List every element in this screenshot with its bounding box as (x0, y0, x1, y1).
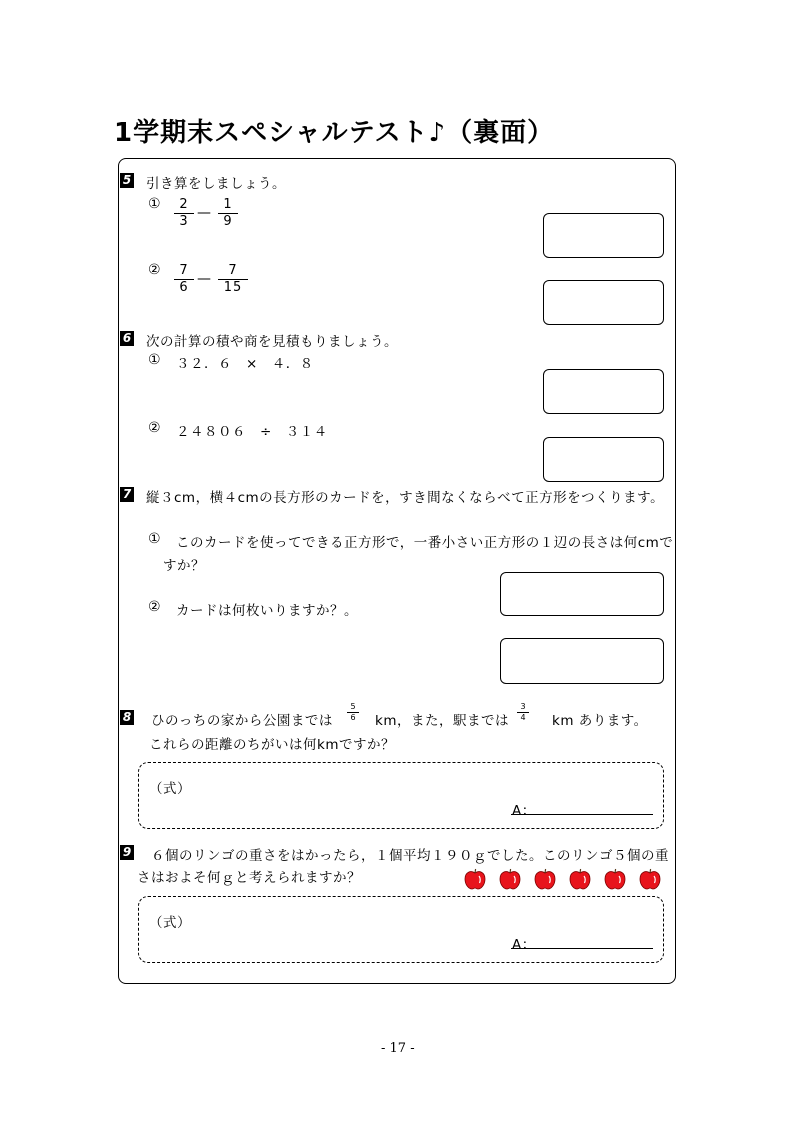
q5-p1-fraction-b (218, 197, 238, 230)
apple-icon (463, 868, 487, 890)
q5-p2-b-denominator: 15 (223, 280, 243, 295)
q6-p1-answer-box[interactable] (543, 369, 664, 414)
question-number-6: 6 (120, 331, 134, 346)
page-number: - 17 - (381, 1041, 415, 1056)
q5-p1-marker: ① (148, 196, 161, 212)
q5-prompt: 引き算をしましょう。 (146, 176, 286, 192)
q9-answer-label: A： (512, 937, 536, 953)
q8-f2-denominator: 4 (520, 713, 526, 722)
q8-answer-line[interactable] (511, 796, 653, 815)
q9-formula-label: （式） (149, 915, 191, 931)
question-number-7: 7 (120, 487, 134, 502)
q8-f1-numerator: 5 (347, 702, 359, 713)
q5-p2-minus: — (197, 271, 211, 287)
q5-p2-b-numerator: 7 (218, 263, 248, 280)
q6-p1-marker: ① (148, 352, 161, 368)
question-number-8: 8 (120, 710, 134, 725)
q5-p2-marker: ② (148, 262, 161, 278)
q6-p2-expression: ２４８０６ ÷ ３１４ (176, 424, 328, 440)
q5-p1-b-denominator: 9 (223, 214, 233, 229)
q8-answer-label: A： (512, 803, 536, 819)
apple-icon (638, 868, 662, 890)
apple-row (463, 868, 673, 890)
q7-p1-text-line2: すか？ (163, 558, 205, 574)
q8-f2-numerator: 3 (517, 702, 529, 713)
q5-p1-a-denominator: 3 (179, 214, 189, 229)
q5-p1-a-numerator: 2 (174, 197, 194, 214)
q9-answer-line[interactable] (511, 930, 653, 949)
q8-fraction-station (517, 702, 529, 723)
q9-text-line1: ６個のリンゴの重さをはかったら，１個平均１９０ｇでした。このリンゴ５個の重 (151, 848, 669, 864)
q8-text-part1: ひのっちの家から公園までは (151, 713, 333, 729)
apple-icon (603, 868, 627, 890)
q5-p2-fraction-a (174, 263, 194, 296)
q7-p2-text: カードは何枚いりますか？。 (176, 603, 358, 619)
q8-fraction-park (347, 702, 359, 723)
q7-p1-text-line1: このカードを使ってできる正方形で，一番小さい正方形の１辺の長さは何cmで (176, 535, 674, 551)
q5-p2-answer-box[interactable] (543, 280, 664, 325)
q7-p1-answer-box[interactable] (500, 572, 664, 616)
apple-icon (533, 868, 557, 890)
question-number-9: 9 (120, 845, 134, 860)
q8-formula-label: （式） (149, 781, 191, 797)
q8-f1-denominator: 6 (350, 713, 356, 722)
q7-p2-marker: ② (148, 599, 161, 615)
q5-p2-fraction-b (218, 263, 248, 296)
q6-p1-expression: ３２．６ × ４．８ (176, 356, 314, 372)
q8-text-line2: これらの距離のちがいは何kmですか？ (149, 737, 395, 753)
q6-p2-answer-box[interactable] (543, 437, 664, 482)
q5-p1-b-numerator: 1 (218, 197, 238, 214)
q5-p1-answer-box[interactable] (543, 213, 664, 258)
q9-text-line2: さはおよそ何ｇと考えられますか？ (137, 870, 361, 886)
q7-p1-marker: ① (148, 531, 161, 547)
q8-text-part2: km，また，駅までは (375, 713, 509, 729)
page-title: 1学期末スペシャルテスト♪（裏面） (114, 118, 555, 148)
q5-p2-a-numerator: 7 (174, 263, 194, 280)
q6-prompt: 次の計算の積や商を見積もりましょう。 (146, 334, 398, 350)
q7-p2-answer-box[interactable] (500, 638, 664, 684)
q7-prompt: 縦３cm，横４cmの長方形のカードを，すき間なくならべて正方形をつくります。 (146, 490, 665, 506)
q5-p1-minus: — (197, 205, 211, 221)
q5-p2-a-denominator: 6 (179, 280, 189, 295)
q8-text-part3: km あります。 (552, 713, 648, 729)
q6-p2-marker: ② (148, 420, 161, 436)
q5-p1-fraction-a (174, 197, 194, 230)
question-number-5: 5 (120, 173, 134, 188)
apple-icon (568, 868, 592, 890)
apple-icon (498, 868, 522, 890)
